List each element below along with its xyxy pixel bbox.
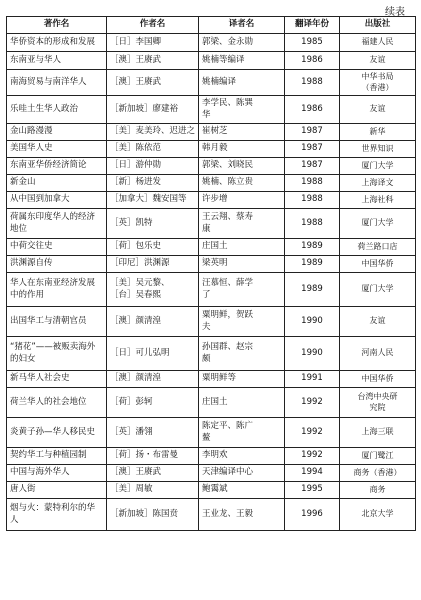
cell-title [7, 34, 107, 52]
cell-author [107, 34, 199, 52]
cell-translator-line: 郭梁、刘晓民 [202, 160, 254, 171]
cell-publisher [340, 34, 416, 52]
cell-author-line: ［荷］彭轲 [110, 396, 153, 407]
cell-year-line: 1986 [301, 103, 323, 114]
cell-author-line: ［荷］扬・布雷曼 [110, 450, 179, 461]
cell-publisher [340, 52, 416, 70]
cell-translator [199, 418, 285, 448]
cell-title [7, 418, 107, 448]
cell-year-line: 1992 [301, 396, 323, 407]
table-row [7, 124, 416, 141]
table-row [7, 371, 416, 388]
table-row [7, 209, 416, 239]
cell-author-line: ［新加坡］陈国贲 [110, 508, 179, 519]
cell-translator [199, 239, 285, 256]
cell-publisher [340, 273, 416, 307]
continuation-label: 续表 [385, 7, 405, 18]
cell-year-line: 1994 [301, 467, 323, 478]
cell-publisher [340, 141, 416, 158]
cell-author [107, 273, 199, 307]
cell-publisher-line: 厦门大学 [361, 160, 394, 170]
cell-translator-line: 姚楠等编译 [202, 54, 245, 65]
cell-publisher-line: 厦门大学 [361, 284, 394, 294]
cell-year-line: 1988 [301, 217, 323, 228]
cell-publisher [340, 239, 416, 256]
cell-title [7, 465, 107, 482]
cell-author [107, 209, 199, 239]
cell-translator-line: 李学民、陈巽 [202, 98, 254, 109]
cell-title-line: 人 [10, 514, 19, 525]
cell-author [107, 239, 199, 256]
cell-title [7, 239, 107, 256]
cell-title [7, 96, 107, 124]
cell-title-line: 金山路漫漫 [10, 126, 53, 137]
cell-title-line: 美国华人史 [10, 143, 53, 154]
cell-author [107, 482, 199, 499]
cell-year [285, 124, 340, 141]
table-row [7, 141, 416, 158]
cell-title [7, 70, 107, 96]
cell-author-line: ［日］游仲勋 [110, 160, 162, 171]
cell-publisher-line: 上海社科 [361, 194, 394, 204]
cell-title-line: 新金山 [10, 177, 36, 188]
cell-translator-line: 王云翔、蔡寿 [202, 212, 254, 223]
cell-year [285, 388, 340, 418]
cell-year-line: 1991 [301, 373, 323, 384]
cell-publisher [340, 418, 416, 448]
cell-translator-line: 许步增 [202, 194, 228, 205]
cell-author-line: ［美］陈依范 [110, 143, 162, 154]
cell-author-line: ［澳］王赓武 [110, 54, 162, 65]
cell-publisher-line: 究院 [369, 402, 386, 412]
cell-year [285, 52, 340, 70]
cell-title [7, 388, 107, 418]
cell-year-line: 1988 [301, 177, 323, 188]
cell-publisher [340, 388, 416, 418]
cell-publisher [340, 124, 416, 141]
cell-translator [199, 175, 285, 192]
cell-year-line: 1989 [301, 241, 323, 252]
cell-translator [199, 482, 285, 499]
cell-year [285, 499, 340, 531]
cell-author-line: ［新］杨进发 [110, 177, 162, 188]
cell-publisher [340, 307, 416, 337]
cell-translator [199, 499, 285, 531]
cell-translator-line: 梁英明 [202, 258, 228, 269]
cell-publisher [340, 96, 416, 124]
header-publisher: 出版社 [340, 17, 416, 34]
cell-translator [199, 124, 285, 141]
cell-title [7, 124, 107, 141]
cell-translator-line: 陈定平、陈广 [202, 421, 254, 432]
table-row [7, 52, 416, 70]
cell-author [107, 52, 199, 70]
cell-publisher [340, 192, 416, 209]
cell-title-line: 东南亚与华人 [10, 54, 62, 65]
cell-translator [199, 192, 285, 209]
cell-author-line: ［澳］颜清湟 [110, 315, 162, 326]
cell-year [285, 192, 340, 209]
cell-author [107, 96, 199, 124]
cell-translator-line: 粟明鲜，贺跃 [202, 310, 254, 321]
table-row [7, 448, 416, 465]
cell-author-line: ［澳］王赓武 [110, 76, 162, 87]
cell-title [7, 256, 107, 273]
cell-translator [199, 388, 285, 418]
table-row [7, 418, 416, 448]
cell-title-line: 华侨资本的形成和发展 [10, 36, 96, 47]
cell-title [7, 273, 107, 307]
cell-publisher-line: 北京大学 [361, 509, 394, 519]
cell-translator [199, 96, 285, 124]
cell-year [285, 209, 340, 239]
cell-author [107, 465, 199, 482]
cell-author [107, 70, 199, 96]
cell-year-line: 1986 [301, 54, 323, 65]
cell-translator [199, 158, 285, 175]
cell-translator-line: 鳌 [202, 432, 211, 443]
cell-title [7, 158, 107, 175]
cell-translator-line: 庄国土 [202, 241, 228, 252]
cell-title-line: 地位 [10, 223, 28, 234]
cell-author [107, 371, 199, 388]
cell-publisher-line: 商务 [369, 484, 386, 494]
cell-translator-line: 汪慕恒、薛学 [202, 278, 254, 289]
cell-title-line: 南海贸易与南洋华人 [10, 76, 87, 87]
cell-title-line: 唐人街 [10, 484, 36, 495]
table-row [7, 192, 416, 209]
cell-publisher-line: 荷兰路口店 [357, 241, 398, 251]
cell-author-line: ［美］麦美玲、迟进之 [110, 126, 196, 137]
cell-translator-line: 粟明鲜等 [202, 373, 237, 384]
cell-title-line: 荷兰华人的社会地位 [10, 396, 87, 407]
cell-publisher-line: （香港） [361, 82, 394, 92]
cell-author [107, 175, 199, 192]
cell-translator [199, 448, 285, 465]
cell-year [285, 158, 340, 175]
cell-translator [199, 465, 285, 482]
cell-year-line: 1989 [301, 283, 323, 294]
cell-author [107, 124, 199, 141]
cell-author [107, 192, 199, 209]
cell-publisher-line: 中华书局 [361, 72, 394, 82]
table-row [7, 239, 416, 256]
cell-translator-line: 天津编译中心 [202, 467, 254, 478]
cell-translator [199, 70, 285, 96]
cell-year-line: 1987 [301, 143, 323, 154]
cell-title [7, 499, 107, 531]
cell-year [285, 465, 340, 482]
table-row [7, 34, 416, 52]
cell-year [285, 337, 340, 371]
header-translator: 译者名 [199, 17, 285, 34]
cell-author [107, 388, 199, 418]
cell-translator-line: 康 [202, 223, 211, 234]
cell-title [7, 175, 107, 192]
table-row [7, 158, 416, 175]
cell-author [107, 141, 199, 158]
cell-author [107, 418, 199, 448]
cell-title [7, 209, 107, 239]
cell-translator-line: 庄国土 [202, 396, 228, 407]
cell-year-line: 1985 [301, 36, 323, 47]
cell-translator [199, 371, 285, 388]
table-row [7, 388, 416, 418]
cell-title-line: 从中国到加拿大 [10, 194, 70, 205]
cell-year-line: 1990 [301, 347, 323, 358]
cell-year [285, 371, 340, 388]
cell-author-line: ［澳］王赓武 [110, 467, 162, 478]
cell-publisher [340, 256, 416, 273]
cell-translator-line: 了 [202, 289, 211, 300]
cell-year-line: 1996 [301, 508, 323, 519]
table-row [7, 482, 416, 499]
cell-publisher-line: 友谊 [369, 316, 386, 326]
cell-publisher-line: 河南人民 [361, 348, 394, 358]
cell-author [107, 337, 199, 371]
cell-translator [199, 141, 285, 158]
cell-publisher [340, 499, 416, 531]
cell-publisher-line: 台湾中央研 [357, 392, 398, 402]
cell-publisher-line: 厦门鹭江 [361, 450, 394, 460]
cell-year [285, 307, 340, 337]
cell-publisher-line: 中国华侨 [361, 373, 394, 383]
cell-translator-line: 郭梁、金永勋 [202, 36, 254, 47]
cell-publisher-line: 厦门大学 [361, 218, 394, 228]
header-author: 作者名 [107, 17, 199, 34]
cell-translator [199, 34, 285, 52]
cell-year [285, 418, 340, 448]
cell-translator [199, 337, 285, 371]
cell-author-line: ［印尼］洪渊源 [110, 258, 170, 269]
cell-year-line: 1995 [301, 484, 323, 495]
cell-author [107, 158, 199, 175]
cell-year [285, 141, 340, 158]
cell-title [7, 337, 107, 371]
cell-publisher [340, 482, 416, 499]
table-row [7, 96, 416, 124]
cell-publisher-line: 福建人民 [361, 37, 394, 47]
cell-translator-line: 王业龙、王毅 [202, 508, 254, 519]
cell-year [285, 34, 340, 52]
cell-year [285, 70, 340, 96]
cell-publisher [340, 371, 416, 388]
cell-title [7, 448, 107, 465]
cell-year [285, 256, 340, 273]
cell-translator-line: 姚楠、陈立贵 [202, 177, 254, 188]
cell-author [107, 307, 199, 337]
cell-publisher-line: 中国华侨 [361, 258, 394, 268]
cell-author-line: ［台］吴春熙 [110, 289, 162, 300]
cell-year [285, 175, 340, 192]
cell-translator [199, 307, 285, 337]
cell-translator-line: 颇 [202, 353, 211, 364]
cell-title-line: 中的作用 [10, 289, 45, 300]
cell-title-line: 新马华人社会史 [10, 373, 70, 384]
cell-translator-line: 崔树芝 [202, 126, 228, 137]
cell-title-line: 的妇女 [10, 353, 36, 364]
cell-year-line: 1988 [301, 194, 323, 205]
cell-author-line: ［新加坡］廖建裕 [110, 103, 179, 114]
cell-year [285, 96, 340, 124]
cell-title-line: 洪渊源自传 [10, 258, 53, 269]
cell-title-line: 华人在东南亚经济发展 [10, 278, 96, 289]
cell-publisher [340, 337, 416, 371]
cell-year-line: 1992 [301, 450, 323, 461]
cell-title [7, 307, 107, 337]
table-row [7, 175, 416, 192]
cell-author-line: ［美］周敏 [110, 484, 153, 495]
header-row [7, 17, 416, 34]
cell-title-line: 中荷交往史 [10, 241, 53, 252]
cell-title [7, 371, 107, 388]
cell-translator-line: 孙国群、赵宗 [202, 342, 254, 353]
cell-author-line: ［英］凯特 [110, 217, 153, 228]
table-row [7, 273, 416, 307]
cell-year [285, 448, 340, 465]
cell-publisher-line: 世界知识 [361, 143, 394, 153]
cell-publisher-line: 友谊 [369, 104, 386, 114]
cell-author-line: ［日］可儿弘明 [110, 347, 170, 358]
cell-author-line: ［英］潘翎 [110, 426, 153, 437]
cell-title-line: “猪花”——被贩卖海外 [10, 342, 96, 353]
header-title: 著作名 [7, 17, 107, 34]
cell-translator-line: 鲍霭斌 [202, 484, 228, 495]
cell-title-line: 烟与火：蒙特利尔的华 [10, 503, 96, 514]
cell-publisher-line: 上海三联 [361, 427, 394, 437]
cell-year-line: 1992 [301, 426, 323, 437]
table-row [7, 337, 416, 371]
cell-translator-line: 姚楠编译 [202, 76, 237, 87]
cell-publisher [340, 209, 416, 239]
cell-year [285, 482, 340, 499]
cell-title [7, 482, 107, 499]
header-year: 翻译年份 [285, 17, 340, 34]
translation-table [6, 16, 416, 531]
cell-title-line: 炎黄子孙—华人移民史 [10, 426, 96, 437]
cell-title-line: 中国与海外华人 [10, 467, 70, 478]
cell-publisher-line: 友谊 [369, 55, 386, 65]
cell-publisher [340, 448, 416, 465]
cell-author-line: ［加拿大］魏安国等 [110, 194, 187, 205]
cell-year [285, 273, 340, 307]
cell-title [7, 192, 107, 209]
cell-title-line: 契约华工与种植园制 [10, 450, 87, 461]
cell-title-line: 出国华工与清朝官员 [10, 315, 87, 326]
table-row [7, 256, 416, 273]
cell-year-line: 1988 [301, 76, 323, 87]
cell-translator-line: 夫 [202, 321, 211, 332]
cell-publisher-line: 新华 [369, 126, 386, 136]
cell-author [107, 256, 199, 273]
cell-title-line: 乐哇土生华人政治 [10, 103, 79, 114]
cell-year-line: 1987 [301, 126, 323, 137]
cell-author-line: ［美］吴元黎、 [110, 278, 170, 289]
cell-author-line: ［日］李国卿 [110, 36, 162, 47]
cell-publisher [340, 70, 416, 96]
cell-title [7, 52, 107, 70]
cell-publisher [340, 175, 416, 192]
cell-publisher-line: 上海译文 [361, 177, 394, 187]
table-row [7, 307, 416, 337]
cell-publisher-line: 商务（香港） [353, 467, 402, 477]
cell-year-line: 1987 [301, 160, 323, 171]
cell-translator-line: 李明欢 [202, 450, 228, 461]
table-row [7, 465, 416, 482]
cell-publisher [340, 465, 416, 482]
cell-title-line: 东南亚华侨经济简论 [10, 160, 87, 171]
cell-author [107, 448, 199, 465]
cell-translator [199, 256, 285, 273]
cell-translator-line: 华 [202, 109, 211, 120]
cell-author [107, 499, 199, 531]
cell-publisher [340, 158, 416, 175]
cell-translator-line: 韩月毅 [202, 143, 228, 154]
cell-title-line: 荷属东印度华人的经济 [10, 212, 96, 223]
cell-title [7, 141, 107, 158]
cell-year-line: 1989 [301, 258, 323, 269]
table-row [7, 499, 416, 531]
cell-author-line: ［荷］包乐史 [110, 241, 162, 252]
cell-translator [199, 273, 285, 307]
cell-year-line: 1990 [301, 315, 323, 326]
cell-year [285, 239, 340, 256]
cell-author-line: ［澳］颜清湟 [110, 373, 162, 384]
cell-translator [199, 209, 285, 239]
table-row [7, 70, 416, 96]
cell-translator [199, 52, 285, 70]
